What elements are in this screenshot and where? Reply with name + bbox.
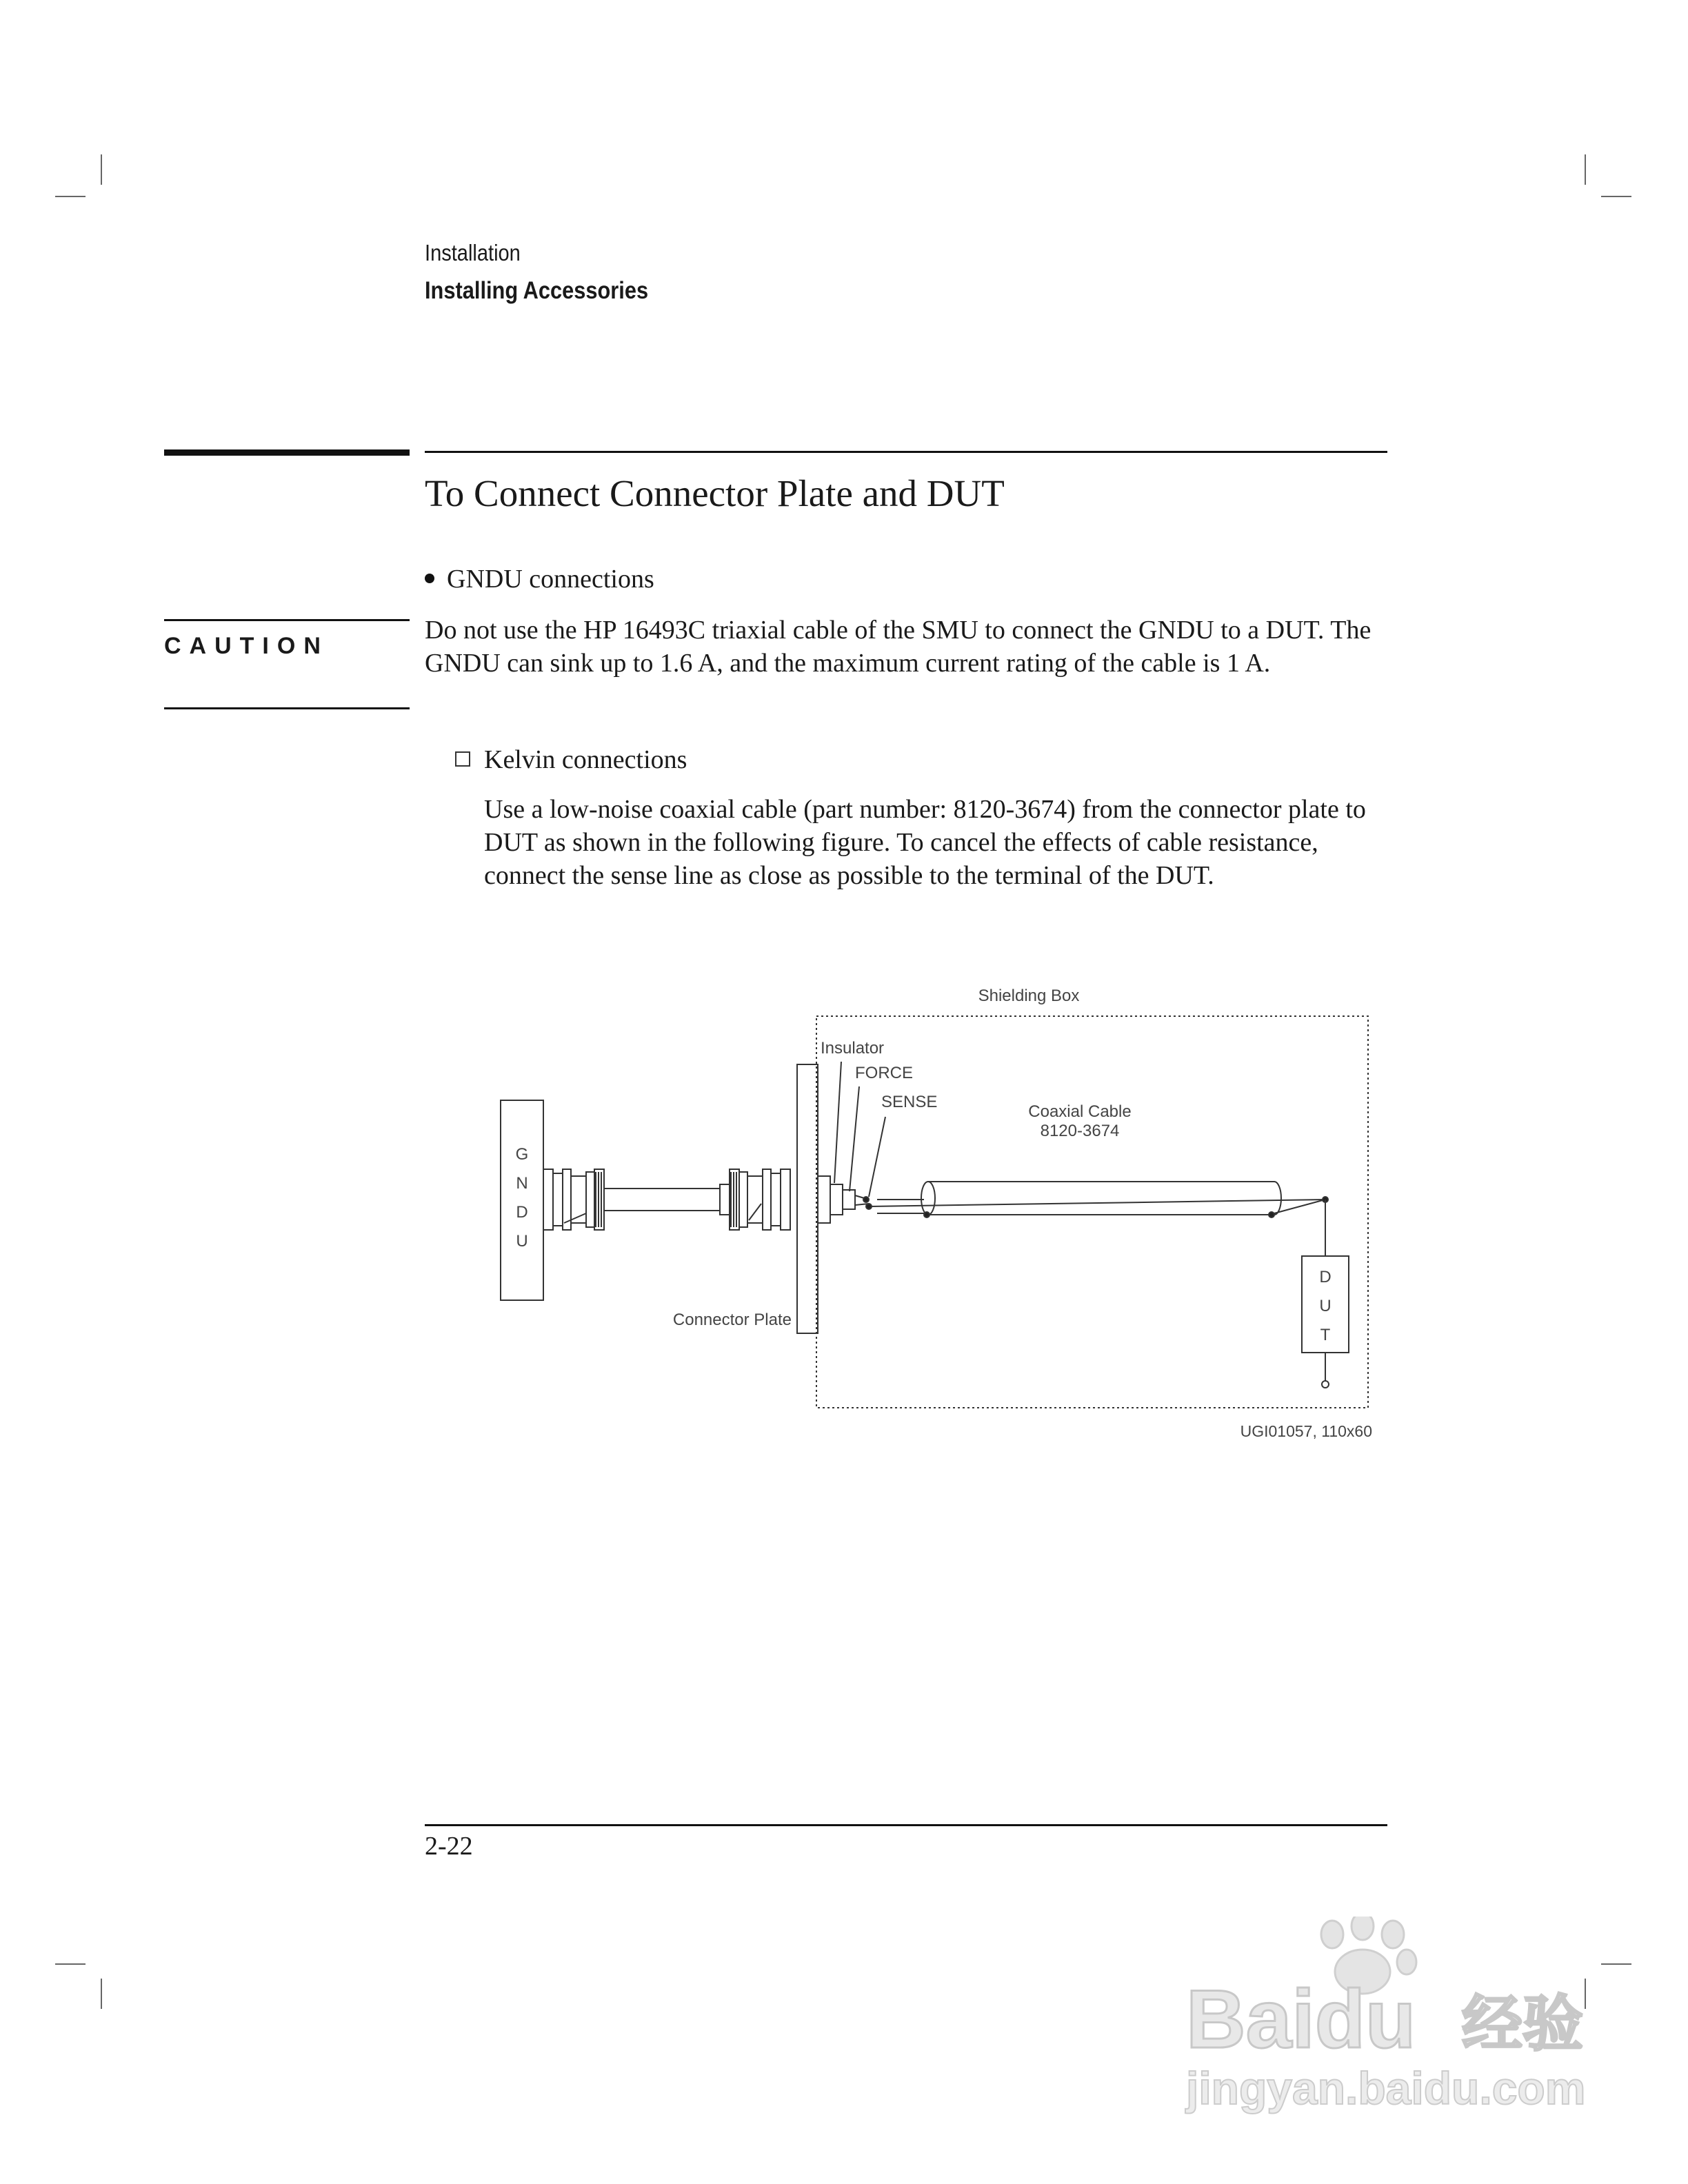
sub-bullet-item — [455, 745, 687, 775]
dut-letter: D — [1319, 1268, 1332, 1286]
bullet-item — [425, 564, 654, 594]
shielding-box-label: Shielding Box — [978, 987, 1080, 1005]
connector-plate-label: Connector Plate — [672, 1311, 792, 1329]
plate-connector — [720, 1169, 790, 1230]
caution-rule-top — [164, 619, 410, 621]
caution-text: Do not use the HP 16493C triaxial cable of the SMU to connect the GNDU to a DUT. The GNDU can sink up to 1.6 A, and the maximum current rating of the cable is 1 A. — [425, 616, 1372, 678]
gndu-block — [501, 1100, 543, 1300]
footer-rule — [425, 1824, 1387, 1826]
triaxial-cable — [604, 1189, 720, 1211]
watermark-brand: Baidu — [1186, 1973, 1416, 2065]
coaxial-part-number: 8120-3674 — [1040, 1122, 1120, 1140]
page-number: 2-22 — [425, 1832, 473, 1861]
sense-label: SENSE — [881, 1093, 938, 1111]
crop-mark — [101, 154, 102, 185]
coaxial-cable-label: Coaxial Cable — [1028, 1102, 1132, 1121]
connector-plate — [797, 1064, 818, 1333]
watermark-product: 经验 — [1462, 1988, 1584, 2059]
crop-mark — [55, 196, 86, 197]
coaxial-cable — [869, 1182, 1325, 1215]
gndu-letter: D — [516, 1203, 528, 1222]
gndu-letter: N — [516, 1174, 528, 1193]
crop-mark — [101, 1979, 102, 2009]
insulator-leader — [834, 1062, 841, 1183]
watermark-url: jingyan.baidu.com — [1186, 2063, 1586, 2114]
caution-label: CAUTION — [164, 633, 329, 659]
force-leader — [850, 1086, 859, 1191]
section-rule-left — [164, 449, 410, 456]
dut-letter: U — [1319, 1297, 1332, 1315]
crop-mark — [1601, 196, 1631, 197]
junction-dot — [866, 1204, 872, 1209]
bullet-text: GNDU connections — [447, 565, 654, 594]
figure-id: UGI01057, 110x60 — [1240, 1422, 1372, 1440]
gndu-letter: U — [516, 1232, 528, 1251]
sub-bullet-text: Kelvin connections — [484, 745, 687, 774]
running-header-section: Installation — [425, 240, 521, 265]
sense-leader — [869, 1117, 885, 1197]
force-label: FORCE — [855, 1064, 913, 1082]
running-header-subsection: Installing Accessories — [425, 277, 649, 304]
crop-mark — [55, 1963, 86, 1965]
caution-rule-bottom — [164, 707, 410, 709]
junction-dot — [1269, 1212, 1274, 1217]
junction-dot — [924, 1212, 930, 1217]
plate-feedthrough — [818, 1176, 869, 1223]
kelvin-connection-diagram — [483, 965, 1393, 1455]
crop-mark — [1585, 154, 1586, 185]
body-paragraph: Use a low-noise coaxial cable (part number: 8120-3674) from the connector plate to DUT as shown in the following figure. To cancel the effects of cable resistance, connect the sense line as close as possible to the terminal of the DUT. — [484, 795, 1366, 890]
dut-letter: T — [1320, 1326, 1331, 1344]
page-title: To Connect Connector Plate and DUT — [425, 472, 1005, 514]
gndu-connector — [543, 1169, 604, 1230]
checkbox-bullet-icon — [455, 751, 470, 767]
bullet-icon — [425, 574, 434, 583]
insulator-label: Insulator — [821, 1039, 885, 1058]
crop-mark — [1601, 1963, 1631, 1965]
baidu-watermark — [1172, 1917, 1600, 2123]
junction-dot — [863, 1197, 869, 1202]
dut-terminal — [1322, 1381, 1329, 1388]
section-rule — [425, 451, 1387, 453]
gndu-letter: G — [515, 1145, 529, 1164]
